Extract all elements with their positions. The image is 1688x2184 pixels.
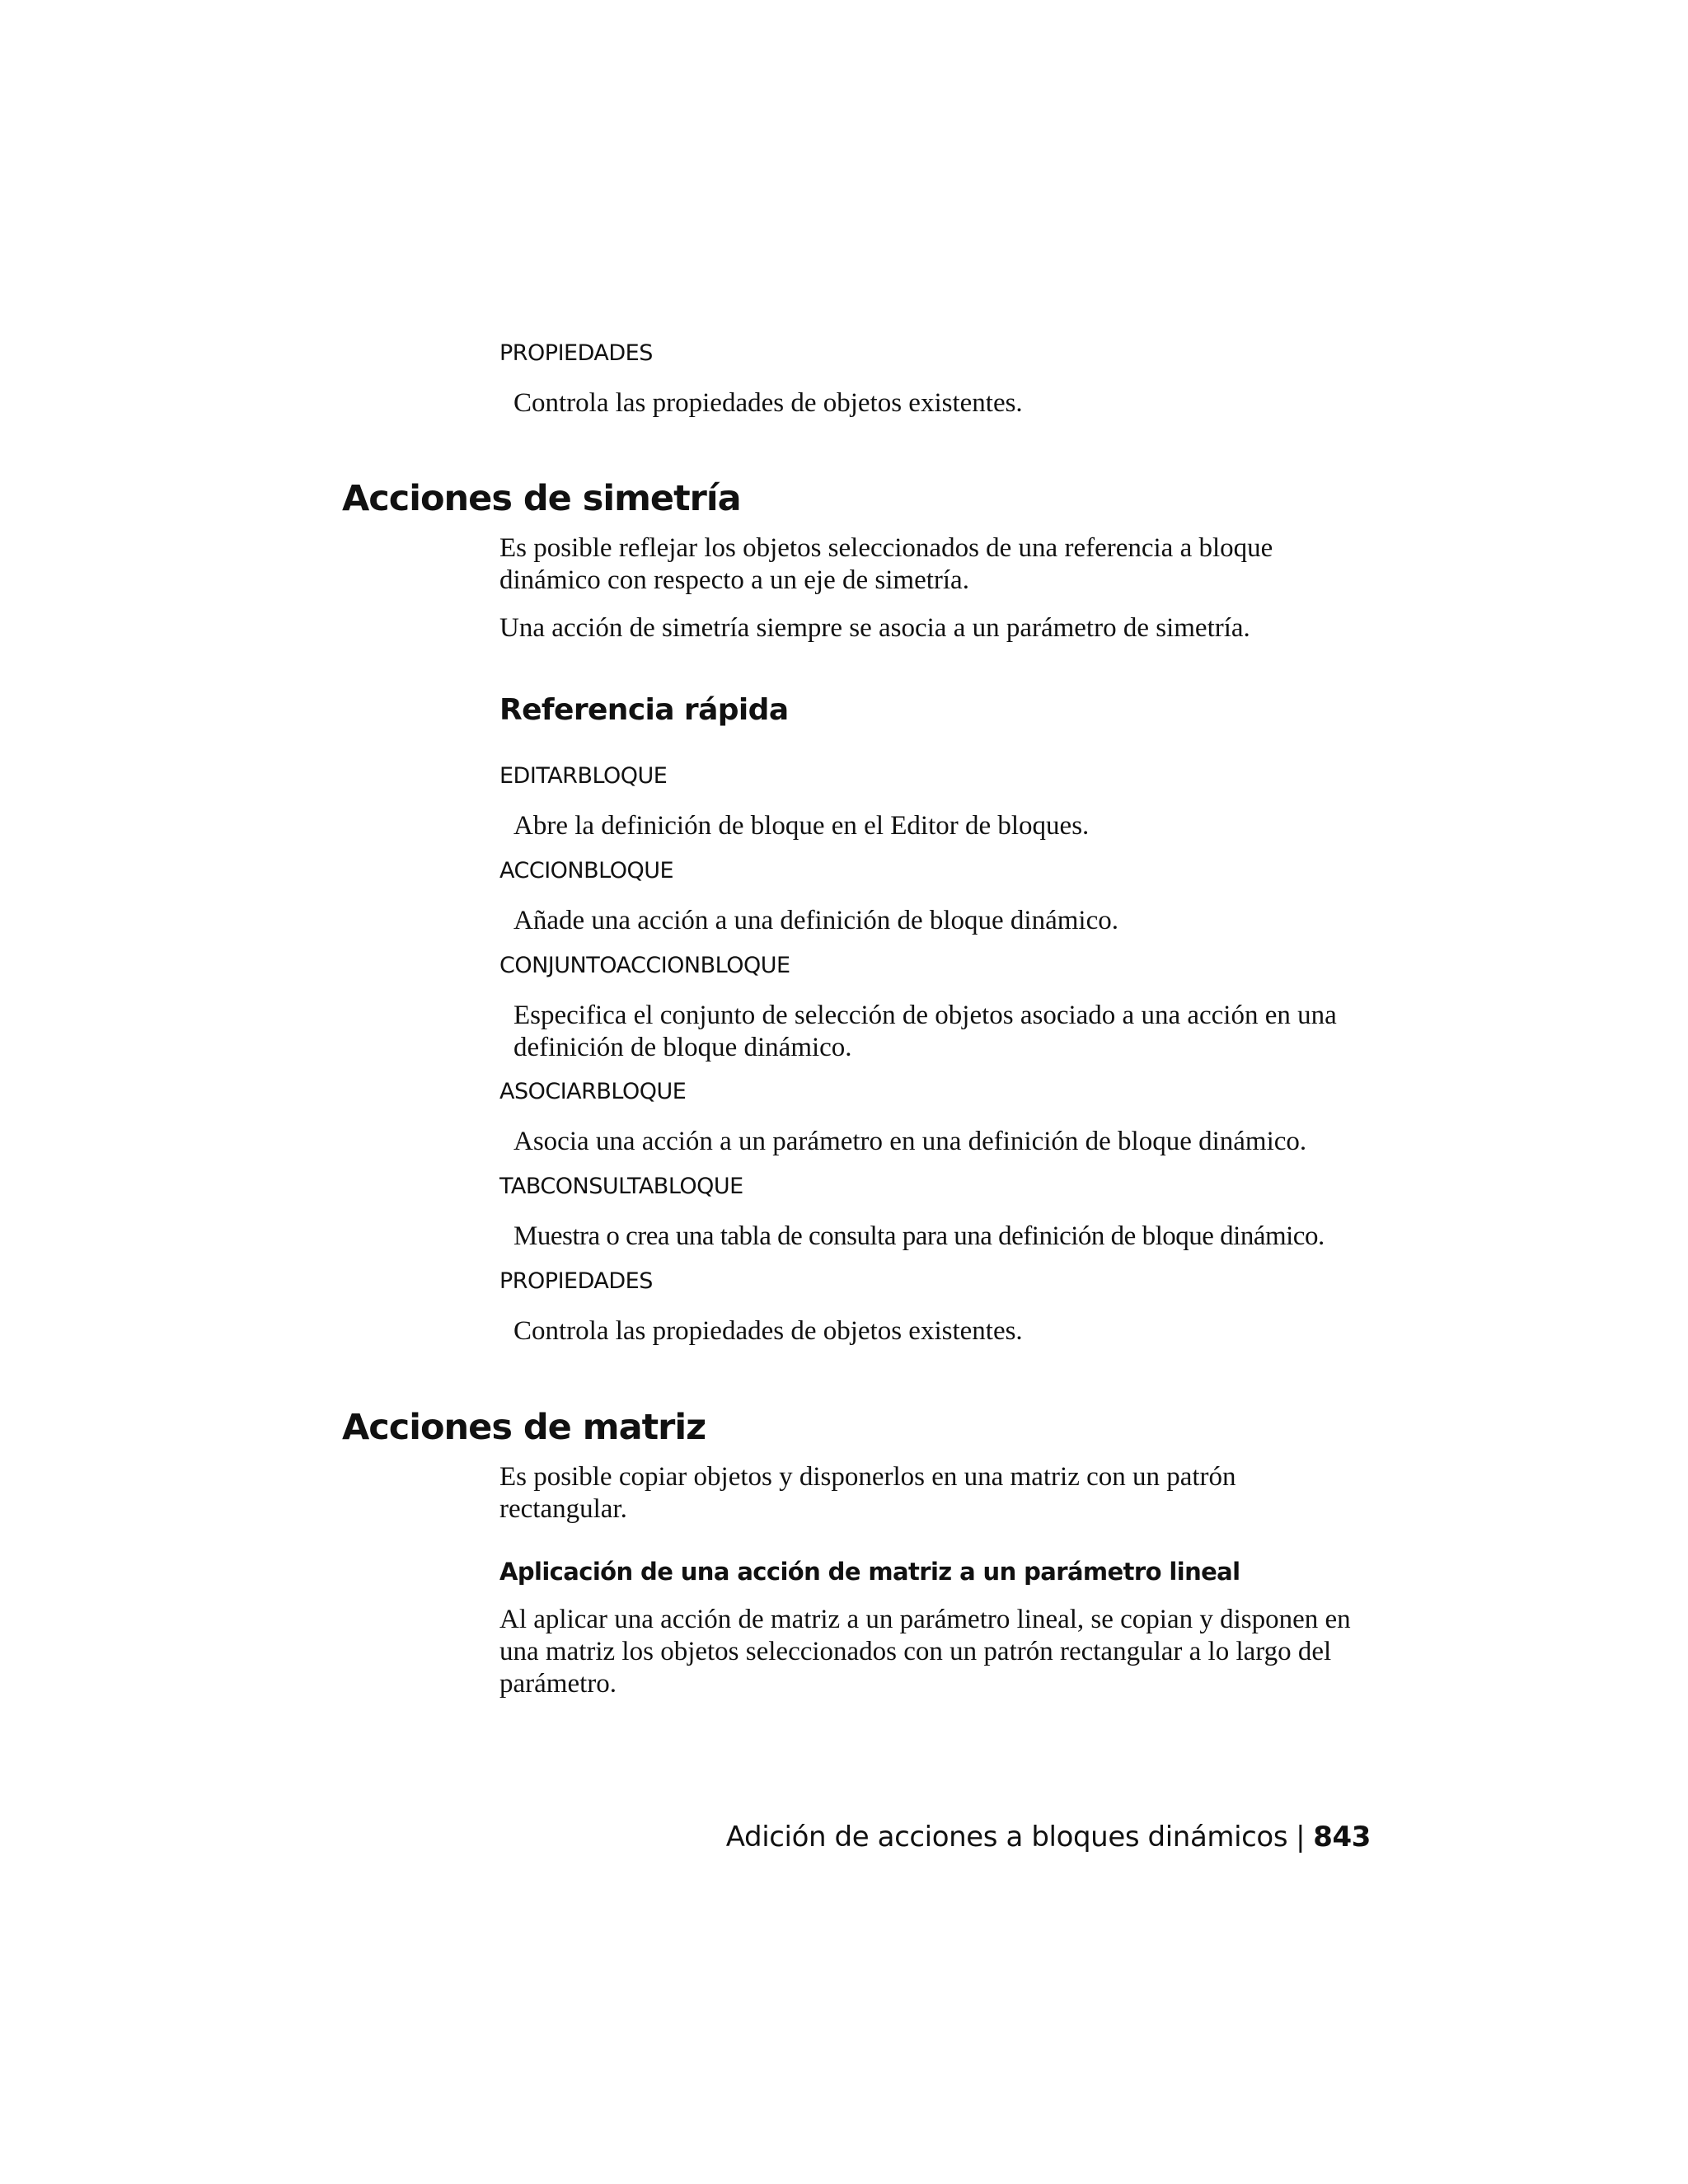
section-title-simetria: Acciones de simetría [342,478,741,519]
footer-separator: | [1296,1821,1306,1854]
command-description: Controla las propiedades de objetos existentes. [513,1316,1023,1346]
quick-reference-title: Referencia rápida [499,693,789,727]
command-description: Controla las propiedades de objetos existentes. [513,388,1023,418]
footer-chapter-title: Adición de acciones a bloques dinámicos [725,1821,1288,1854]
command-name: PROPIEDADES [499,340,653,366]
command-name: TABCONSULTABLOQUE [499,1174,743,1199]
command-description: Abre la definición de bloque en el Editor de bloques. [513,811,1090,841]
command-name: ACCIONBLOQUE [499,858,674,883]
subsection-title: Aplicación de una acción de matriz a un parámetro lineal [499,1558,1240,1586]
section-title-matriz: Acciones de matriz [342,1407,706,1448]
body-paragraph: Al aplicar una acción de matriz a un parámetro lineal, se copian y disponen en una matriz los objetos seleccionados con un patrón rectangular a lo largo del parámetro. [499,1605,1351,1699]
body-paragraph: Una acción de simetría siempre se asocia a un parámetro de simetría. [499,613,1250,643]
command-name: CONJUNTOACCIONBLOQUE [499,953,790,978]
command-name: EDITARBLOQUE [499,763,668,789]
body-paragraph: Es posible copiar objetos y disponerlos en una matriz con un patrón rectangular. [499,1462,1236,1524]
command-name: ASOCIARBLOQUE [499,1079,687,1104]
command-description: Muestra o crea una tabla de consulta para una definición de bloque dinámico. [513,1221,1325,1251]
page-footer [726,1821,1371,1854]
page-number: 843 [1313,1821,1371,1854]
command-description: Especifica el conjunto de selección de objetos asociado a una acción en una definición de bloque dinámico. [513,1001,1337,1062]
command-description: Asocia una acción a un parámetro en una definición de bloque dinámico. [513,1127,1307,1156]
command-description: Añade una acción a una definición de bloque dinámico. [513,906,1118,935]
command-name: PROPIEDADES [499,1268,653,1294]
body-paragraph: Es posible reflejar los objetos seleccionados de una referencia a bloque dinámico con respecto a un eje de simetría. [499,533,1273,595]
